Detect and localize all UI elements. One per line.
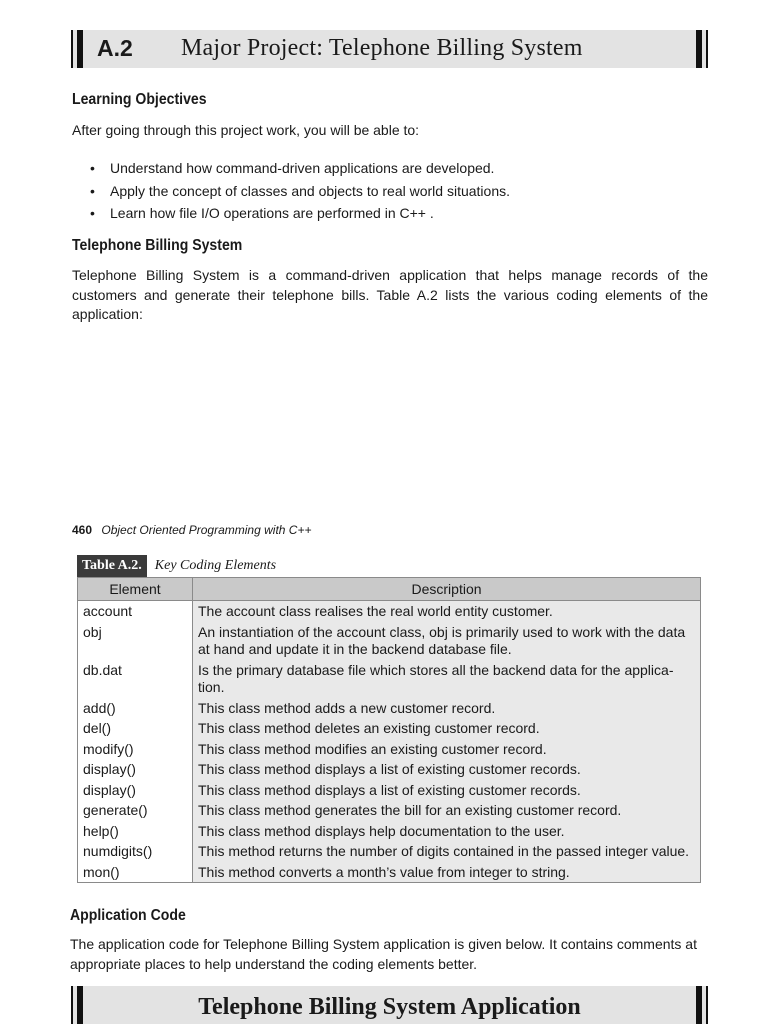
billing-system-heading: Telephone Billing System (72, 237, 243, 254)
banner-left-bar (71, 30, 81, 68)
list-item: • Learn how file I/O operations are performed in C++ . (90, 205, 434, 221)
list-item: • Apply the concept of classes and objects to real world situations. (90, 182, 510, 199)
table-label: Table A.2. (77, 555, 147, 577)
learning-objectives-intro: After going through this project work, you will be able to: (72, 122, 420, 138)
list-item: • Understand how command-driven applications are developed. (90, 160, 495, 176)
table-row: mon() This method converts a month’s value from integer to string. (78, 862, 701, 883)
table-caption (77, 554, 276, 577)
code-section-title: Telephone Billing System Application (198, 993, 581, 1020)
coding-elements-table (77, 577, 701, 883)
table-row: generate() This class method generates the bill for an existing customer record. (78, 800, 701, 821)
bullet-icon: • (90, 160, 95, 176)
table-row: display() This class method displays a list of existing customer records. (78, 780, 701, 801)
table-caption-text: Key Coding Elements (154, 557, 277, 573)
table-row: db.dat Is the primary database file which stores all the backend data for the applica-tion. (78, 660, 701, 698)
book-title: Object Oriented Programming with C++ (101, 523, 312, 537)
table-header-row (78, 578, 701, 601)
billing-system-paragraph: Telephone Billing System is a command-driven application that helps manage records of the customers and generate their telephone bills. Table A.2 lists the various coding elements of the application: (72, 267, 708, 322)
section-banner (71, 30, 708, 68)
objectives-list (72, 158, 510, 226)
table-row: display() This class method displays a list of existing customer records. (78, 759, 701, 780)
banner-right-bar (698, 986, 708, 1024)
bullet-icon: • (90, 182, 95, 199)
banner-right-bar (698, 30, 708, 68)
bullet-icon: • (90, 205, 95, 221)
table-row: help() This class method displays help documentation to the user. (78, 821, 701, 842)
code-section-banner (71, 986, 708, 1024)
page-number: 460 (72, 523, 93, 537)
table-row: obj An instantiation of the account class, obj is primarily used to work with the data at hand and update it in the backend database file. (78, 622, 701, 660)
section-title: Major Project: Telephone Billing System (181, 35, 583, 61)
banner-left-bar (71, 986, 81, 1024)
table-row: numdigits() This method returns the number of digits contained in the passed integer value. (78, 841, 701, 862)
learning-objectives-heading: Learning Objectives (72, 91, 207, 108)
table-row: add() This class method adds a new customer record. (78, 698, 701, 719)
page-footer (72, 523, 311, 537)
table-row: modify() This class method modifies an existing customer record. (78, 739, 701, 760)
section-number: A.2 (97, 35, 133, 61)
application-code-paragraph: The application code for Telephone Billing System application is given below. It contains comments at appropriate places to help understand the coding elements better. (70, 936, 697, 972)
table-row: account The account class realises the real world entity customer. (78, 601, 701, 622)
application-code-heading: Application Code (70, 907, 186, 924)
column-header-element: Element (78, 578, 193, 601)
column-header-description: Description (193, 578, 701, 601)
table-row: del() This class method deletes an existing customer record. (78, 718, 701, 739)
